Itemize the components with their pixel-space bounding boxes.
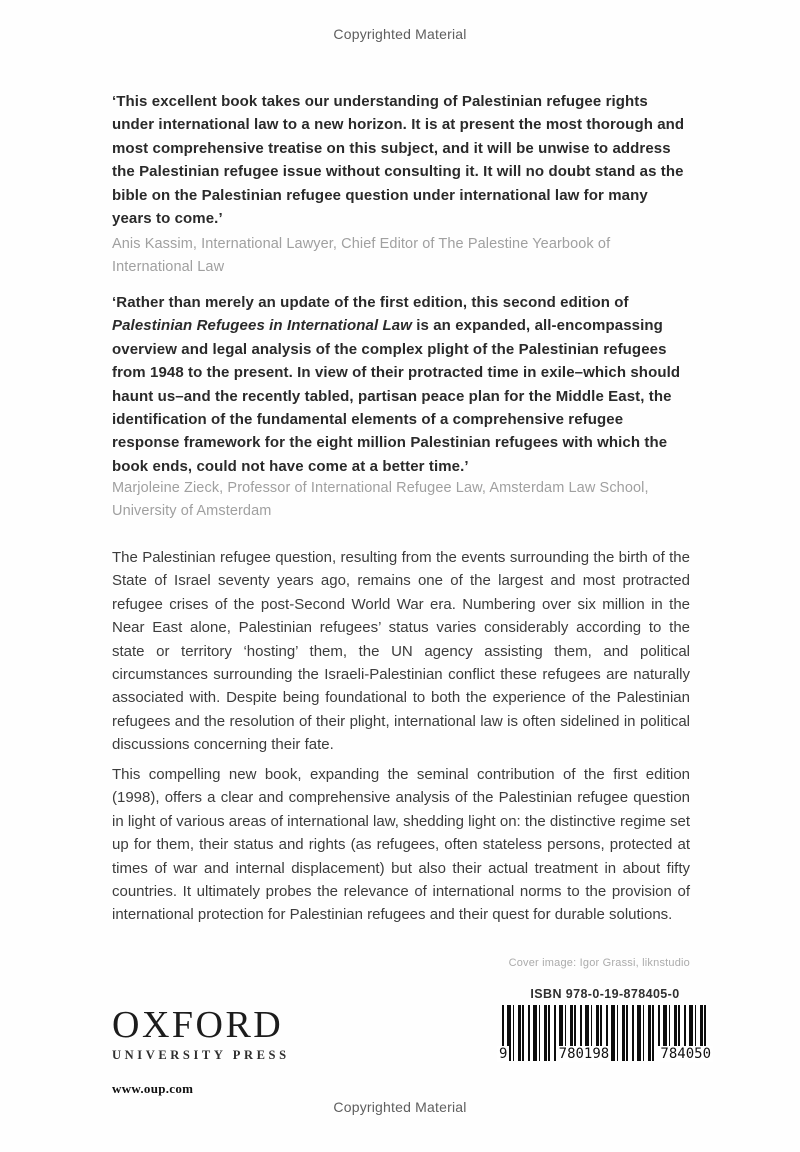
review-quote-2-post: is an expanded, all-encompassing overview and legal analysis of the complex plight of the Palestinian refugees from 1948 to the present. In view of their protracted time in exile–which should haunt us–and the recently tabled, partisan peace plan for the Middle East, the identification of the fundamental elements of a comprehensive refugee response framework for the eight million Palestinian refugees with which the book ends, could not have come at a better time.’ bbox=[112, 317, 681, 475]
copyright-notice-bottom: Copyrighted Material bbox=[333, 1099, 467, 1115]
review-quote-2 bbox=[112, 291, 690, 478]
isbn-label: ISBN 978-0-19-878405-0 bbox=[530, 987, 680, 1001]
barcode-digit-group-2: 780198 bbox=[558, 1046, 610, 1062]
review-quote-1: ‘This excellent book takes our understanding of Palestinian refugee rights under international law to a new horizon. It is at present the most thorough and most comprehensive treatise on this subject, and it will be unwise to address the Palestinian refugee issue without consulting it. It will no doubt stand as the bible on the Palestinian refugee question under international law for many years to come.’ bbox=[112, 93, 685, 228]
review-attribution-1: Anis Kassim, International Lawyer, Chief Editor of The Palestine Yearbook of International Law bbox=[112, 236, 611, 275]
publisher-logo-block bbox=[112, 1005, 290, 1097]
review-attribution-2: Marjoleine Zieck, Professor of International Refugee Law, Amsterdam Law School, University of Amsterdam bbox=[112, 480, 649, 519]
barcode-digit-group-1: 9 bbox=[499, 1046, 508, 1062]
barcode-digits bbox=[497, 1046, 713, 1062]
copyright-notice-top: Copyrighted Material bbox=[333, 26, 467, 42]
cover-image-credit: Cover image: Igor Grassi, liknstudio bbox=[508, 957, 690, 969]
description-paragraph-1: The Palestinian refugee question, resulting from the events surrounding the birth of the State of Israel seventy years ago, remains one of the largest and most protracted refugee crises of the post-Second World War era. Numbering over six million in the Near East alone, Palestinian refugees’ status varies considerably according to the state or territory ‘hosting’ them, the UN agency assisting them, and political circumstances surrounding the Israeli-Palestinian conflict these refugees are naturally associated with. Despite being foundational to both the experience of the Palestinian refugees and the resolution of their plight, international law is often sidelined in political discussions concerning their fate. bbox=[112, 549, 690, 754]
oxford-logo: OXFORD bbox=[112, 1004, 284, 1046]
book-title-italic: Palestinian Refugees in International Law bbox=[112, 317, 412, 335]
isbn-barcode-block bbox=[497, 987, 713, 1062]
university-press-label: UNIVERSITY PRESS bbox=[112, 1048, 290, 1062]
publisher-website: www.oup.com bbox=[112, 1081, 194, 1096]
review-quote-2-pre: ‘Rather than merely an update of the first edition, this second edition of bbox=[112, 294, 629, 311]
barcode-digit-group-3: 784050 bbox=[660, 1046, 711, 1062]
description-paragraph-2: This compelling new book, expanding the seminal contribution of the first edition (1998), offers a clear and comprehensive analysis of the Palestinian refugee question in light of various areas of international law, shedding light on: the distinctive regime set up for them, their status and rights (as refugees, often stateless persons, protected at times of war and internal displacement) but also their actual treatment in about fifty countries. It ultimately probes the relevance of international norms to the provision of international protection for Palestinian refugees and their quest for durable solutions. bbox=[112, 766, 690, 924]
